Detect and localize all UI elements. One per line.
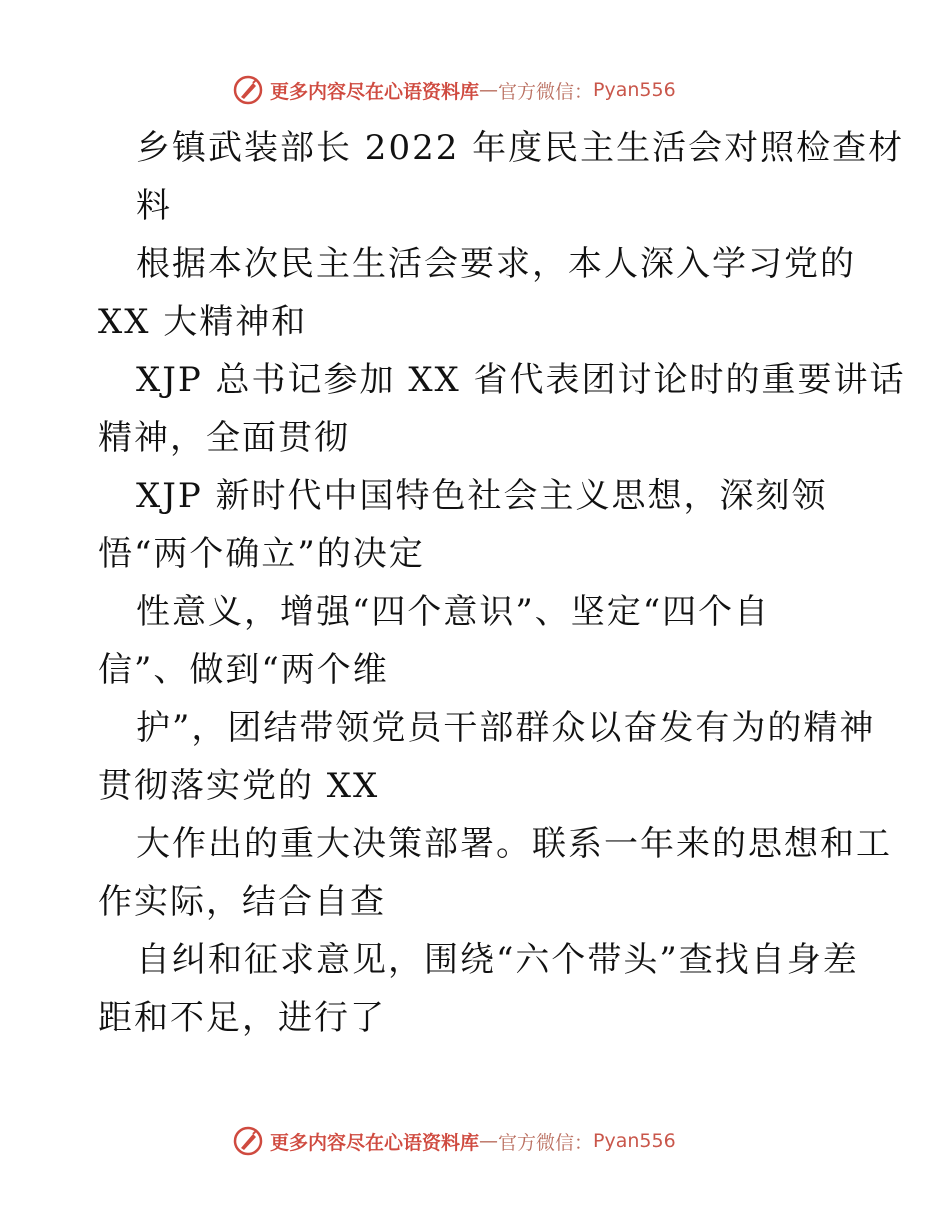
watermark-wechat-id: Pyan556 xyxy=(593,1130,676,1152)
doc-text-line: XJP 新时代中国特色社会主义思想，深刻领 xyxy=(136,476,828,516)
watermark-banner-bottom xyxy=(232,1124,732,1158)
doc-text-line: 信”、做到“两个维 xyxy=(98,650,389,690)
watermark-wechat-label: 官方微信： xyxy=(498,80,594,103)
watermark-banner-top xyxy=(232,73,732,107)
doc-text-line: 贯彻落实党的 XX xyxy=(98,766,380,806)
doc-text-line: 精神，全面贯彻 xyxy=(98,418,350,458)
pen-circle-logo-icon xyxy=(232,74,264,106)
doc-text-line: XJP 总书记参加 XX 省代表团讨论时的重要讲话 xyxy=(136,360,906,400)
doc-text-line: 大作出的重大决策部署。联系一年来的思想和工 xyxy=(136,824,892,864)
doc-title-line-1: 乡镇武装部长 2022 年度民主生活会对照检查材 xyxy=(136,128,905,168)
doc-text-line: XX 大精神和 xyxy=(98,302,308,342)
watermark-dash: — xyxy=(479,1130,499,1152)
watermark-dash: — xyxy=(479,79,499,101)
doc-text-line: 作实际，结合自查 xyxy=(98,882,386,922)
doc-title-line-2: 料 xyxy=(136,186,172,226)
watermark-wechat-label: 官方微信： xyxy=(498,1131,594,1154)
doc-text-line: 性意义，增强“四个意识”、坚定“四个自 xyxy=(136,592,771,632)
doc-text-line: 距和不足，进行了 xyxy=(98,998,386,1038)
watermark-main-text: 更多内容尽在心语资料库 xyxy=(270,1131,480,1154)
watermark-wechat-id: Pyan556 xyxy=(593,79,676,101)
doc-text-line: 护”，团结带领党员干部群众以奋发有为的精神 xyxy=(136,708,876,748)
doc-text-line: 自纠和征求意见，围绕“六个带头”查找自身差 xyxy=(136,940,859,980)
doc-text-line: 悟“两个确立”的决定 xyxy=(98,534,425,574)
pen-circle-logo-icon xyxy=(232,1125,264,1157)
doc-text-line: 根据本次民主生活会要求，本人深入学习党的 xyxy=(136,244,856,284)
watermark-main-text: 更多内容尽在心语资料库 xyxy=(270,80,480,103)
